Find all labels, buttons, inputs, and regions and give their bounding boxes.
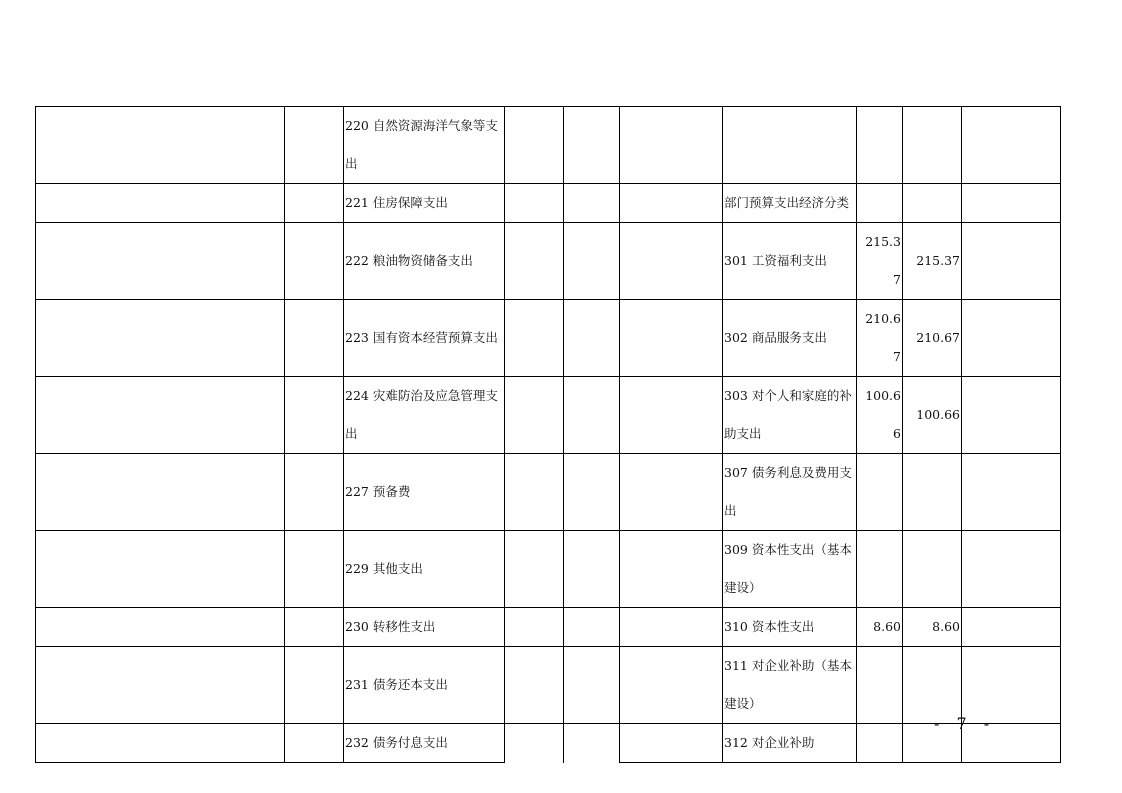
table-cell <box>285 223 344 300</box>
table-cell <box>962 377 1061 454</box>
table-cell <box>620 223 723 300</box>
amount-cell <box>903 454 962 531</box>
table-cell <box>564 608 620 647</box>
economic-class-cell <box>723 107 857 184</box>
table-row <box>36 647 1061 724</box>
expense-function-cell: 229 其他支出 <box>344 531 505 608</box>
amount-cell: 8.60 <box>857 608 903 647</box>
table-cell <box>564 724 620 763</box>
table-cell <box>505 223 564 300</box>
table-cell <box>505 454 564 531</box>
table-cell <box>505 377 564 454</box>
table-cell <box>620 531 723 608</box>
table-cell <box>285 454 344 531</box>
table-cell <box>962 454 1061 531</box>
table-cell <box>620 300 723 377</box>
table-cell <box>620 608 723 647</box>
table-cell <box>564 647 620 724</box>
table-cell <box>505 107 564 184</box>
table-cell <box>285 647 344 724</box>
table-cell <box>564 184 620 223</box>
table-cell <box>620 107 723 184</box>
table-row <box>36 454 1061 531</box>
amount-cell <box>857 184 903 223</box>
table-cell <box>620 454 723 531</box>
table-cell <box>285 724 344 763</box>
amount-cell: 210.67 <box>903 300 962 377</box>
table-row <box>36 107 1061 184</box>
amount-cell: 215.37 <box>857 223 903 300</box>
amount-cell <box>903 107 962 184</box>
table-cell <box>564 377 620 454</box>
table-cell <box>505 531 564 608</box>
table-cell <box>962 647 1061 724</box>
table-cell <box>564 300 620 377</box>
amount-cell: 100.66 <box>857 377 903 454</box>
expense-function-cell: 227 预备费 <box>344 454 505 531</box>
economic-class-cell: 310 资本性支出 <box>723 608 857 647</box>
table-cell <box>564 531 620 608</box>
table-cell <box>505 724 564 763</box>
table-cell <box>962 223 1061 300</box>
table-cell <box>620 647 723 724</box>
table-cell <box>505 647 564 724</box>
expense-function-cell: 230 转移性支出 <box>344 608 505 647</box>
table-cell <box>564 223 620 300</box>
amount-cell: 8.60 <box>903 608 962 647</box>
economic-class-cell: 309 资本性支出（基本建设） <box>723 531 857 608</box>
table-cell <box>620 724 723 763</box>
table-cell <box>505 300 564 377</box>
table-row <box>36 531 1061 608</box>
table-cell <box>36 608 285 647</box>
table-row <box>36 184 1061 223</box>
table-row <box>36 724 1061 763</box>
table-row <box>36 377 1061 454</box>
table-cell <box>36 531 285 608</box>
economic-class-cell: 312 对企业补助 <box>723 724 857 763</box>
table-cell <box>36 300 285 377</box>
economic-class-cell: 311 对企业补助（基本建设） <box>723 647 857 724</box>
economic-class-cell: 302 商品服务支出 <box>723 300 857 377</box>
table-cell <box>962 107 1061 184</box>
amount-cell <box>857 454 903 531</box>
table-cell <box>36 454 285 531</box>
table-cell <box>505 184 564 223</box>
amount-cell <box>903 531 962 608</box>
table-cell <box>36 184 285 223</box>
table-cell <box>285 531 344 608</box>
economic-class-cell: 303 对个人和家庭的补助支出 <box>723 377 857 454</box>
table-row <box>36 608 1061 647</box>
table-cell <box>620 377 723 454</box>
economic-class-cell: 307 债务利息及费用支出 <box>723 454 857 531</box>
amount-cell: 210.67 <box>857 300 903 377</box>
table-cell <box>285 184 344 223</box>
table-cell <box>564 454 620 531</box>
table-cell <box>962 608 1061 647</box>
amount-cell <box>857 647 903 724</box>
table-row <box>36 300 1061 377</box>
table-cell <box>285 377 344 454</box>
economic-class-header: 部门预算支出经济分类 <box>723 184 857 223</box>
expense-function-cell: 231 债务还本支出 <box>344 647 505 724</box>
economic-class-cell: 301 工资福利支出 <box>723 223 857 300</box>
amount-cell <box>857 107 903 184</box>
amount-cell <box>857 531 903 608</box>
table-cell <box>285 300 344 377</box>
amount-cell <box>857 724 903 763</box>
expense-function-cell: 232 债务付息支出 <box>344 724 505 763</box>
amount-cell <box>903 647 962 724</box>
table-cell <box>505 608 564 647</box>
table-cell <box>36 724 285 763</box>
expense-function-cell: 221 住房保障支出 <box>344 184 505 223</box>
table-cell <box>36 377 285 454</box>
table-cell <box>962 531 1061 608</box>
table-cell <box>285 107 344 184</box>
table-cell <box>962 184 1061 223</box>
table-cell <box>564 107 620 184</box>
expense-function-cell: 224 灾难防治及应急管理支出 <box>344 377 505 454</box>
amount-cell: 100.66 <box>903 377 962 454</box>
table-row <box>36 223 1061 300</box>
expense-function-cell: 223 国有资本经营预算支出 <box>344 300 505 377</box>
table-cell <box>36 223 285 300</box>
amount-cell <box>903 184 962 223</box>
page-number: - 7 - <box>934 714 996 733</box>
budget-table <box>35 106 1061 763</box>
table-cell <box>962 300 1061 377</box>
expense-function-cell: 220 自然资源海洋气象等支出 <box>344 107 505 184</box>
amount-cell: 215.37 <box>903 223 962 300</box>
table-cell <box>36 647 285 724</box>
table-cell <box>285 608 344 647</box>
table-cell <box>620 184 723 223</box>
table-cell <box>36 107 285 184</box>
expense-function-cell: 222 粮油物资储备支出 <box>344 223 505 300</box>
